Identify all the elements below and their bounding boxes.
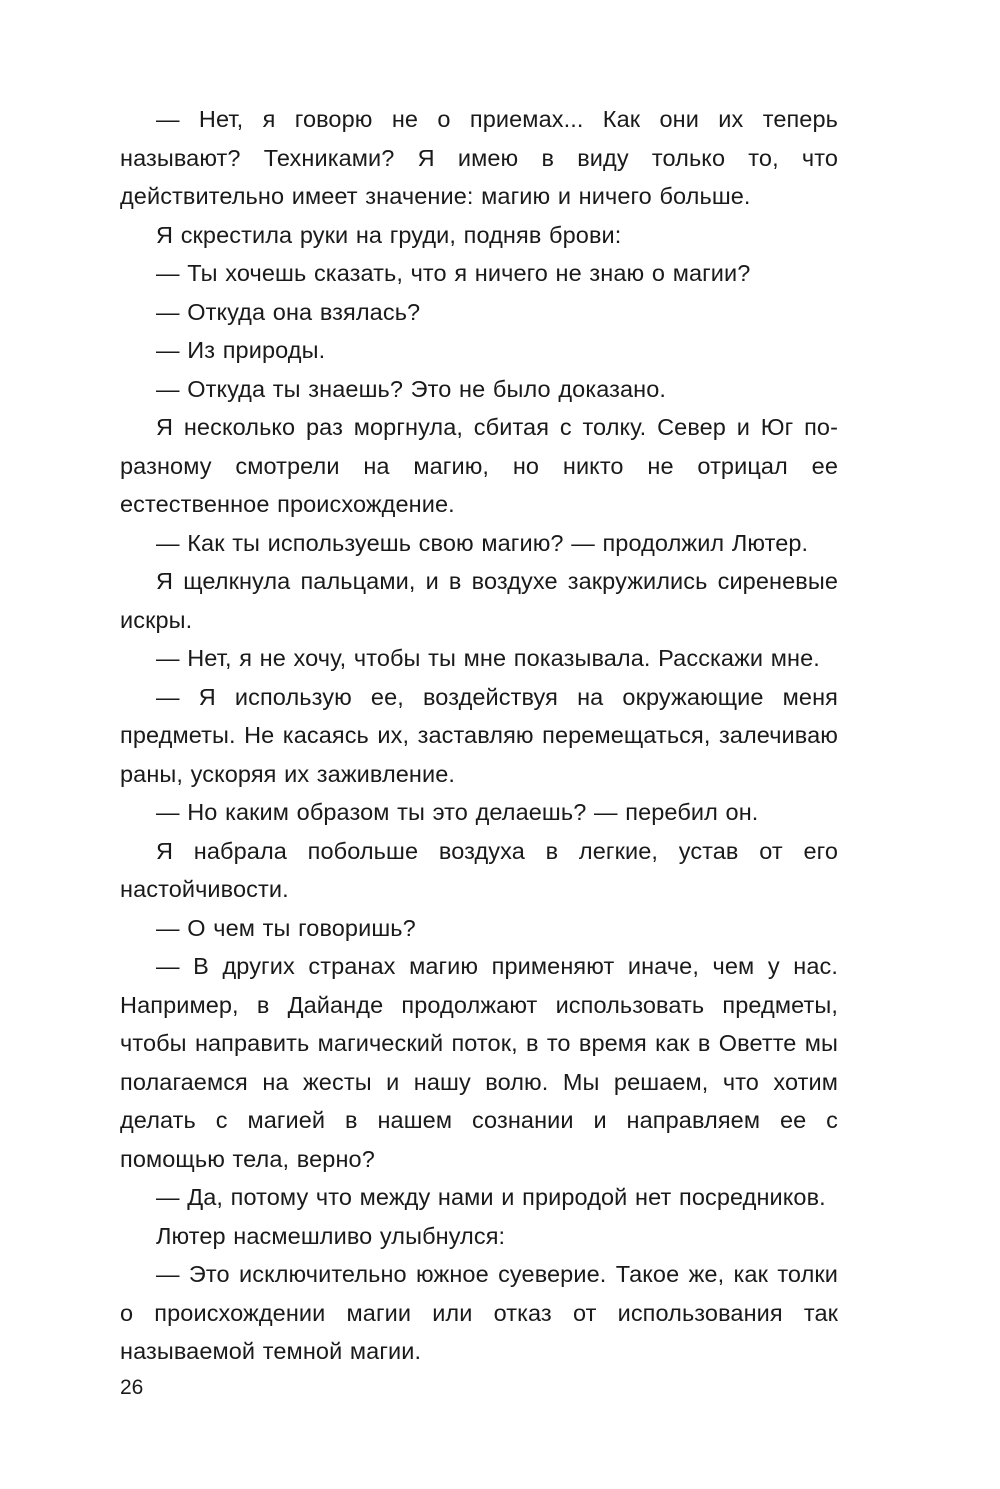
paragraph: — Да, потому что между нами и природой нет посредников. <box>156 1184 826 1210</box>
paragraph: — Но каким образом ты это делаешь? — перебил он. <box>156 799 759 825</box>
paragraph: — О чем ты говоришь? <box>156 914 416 941</box>
paragraph: Я набрала побольше воздуха в легкие, устав от его настойчивости. <box>120 837 838 902</box>
paragraph: Лютер насмешливо улыбнулся: <box>156 1222 506 1249</box>
paragraph: — Откуда она взялась? <box>156 298 421 325</box>
paragraph: — В других странах магию применяют иначе, чем у нас. Например, в Дайанде продолжают использовать предметы, чтобы направить магический поток, в то время как в Оветте мы полагаемся на жесты и нашу волю. Мы решаем, что хотим делать с магией в нашем сознании и направляем ее с помощью тела, верно? <box>120 953 838 1172</box>
paragraph: — Это исключительно южное суеверие. Такое же, как толки о происхождении магии или отказ от использования так называемой темной магии. <box>120 1261 838 1364</box>
paragraph: — Нет, я не хочу, чтобы ты мне показывала. Расскажи мне. <box>156 645 820 671</box>
paragraph: — Ты хочешь сказать, что я ничего не знаю о магии? <box>156 260 751 286</box>
paragraph: — Откуда ты знаешь? Это не было доказано. <box>156 375 667 402</box>
paragraph: Я скрестила руки на груди, подняв брови: <box>156 221 622 248</box>
paragraph: — Как ты используешь свою магию? — продолжил Лютер. <box>156 529 809 556</box>
page-body-text <box>120 100 838 1371</box>
paragraph: — Нет, я говорю не о приемах... Как они их теперь называют? Техниками? Я имею в виду только то, что действительно имеет значение: магию и ничего больше. <box>120 106 838 209</box>
paragraph: — Я использую ее, воздействуя на окружающие меня предметы. Не касаясь их, заставляю перемещаться, залечиваю раны, ускоряя их заживление. <box>120 683 838 787</box>
paragraph: Я несколько раз моргнула, сбитая с толку. Север и Юг по-разному смотрели на магию, но никто не отрицал ее естественное происхождение. <box>120 414 838 517</box>
page-number: 26 <box>120 1376 144 1399</box>
paragraph: Я щелкнула пальцами, и в воздухе закружились сиреневые искры. <box>120 568 838 633</box>
paragraph: — Из природы. <box>156 337 326 363</box>
